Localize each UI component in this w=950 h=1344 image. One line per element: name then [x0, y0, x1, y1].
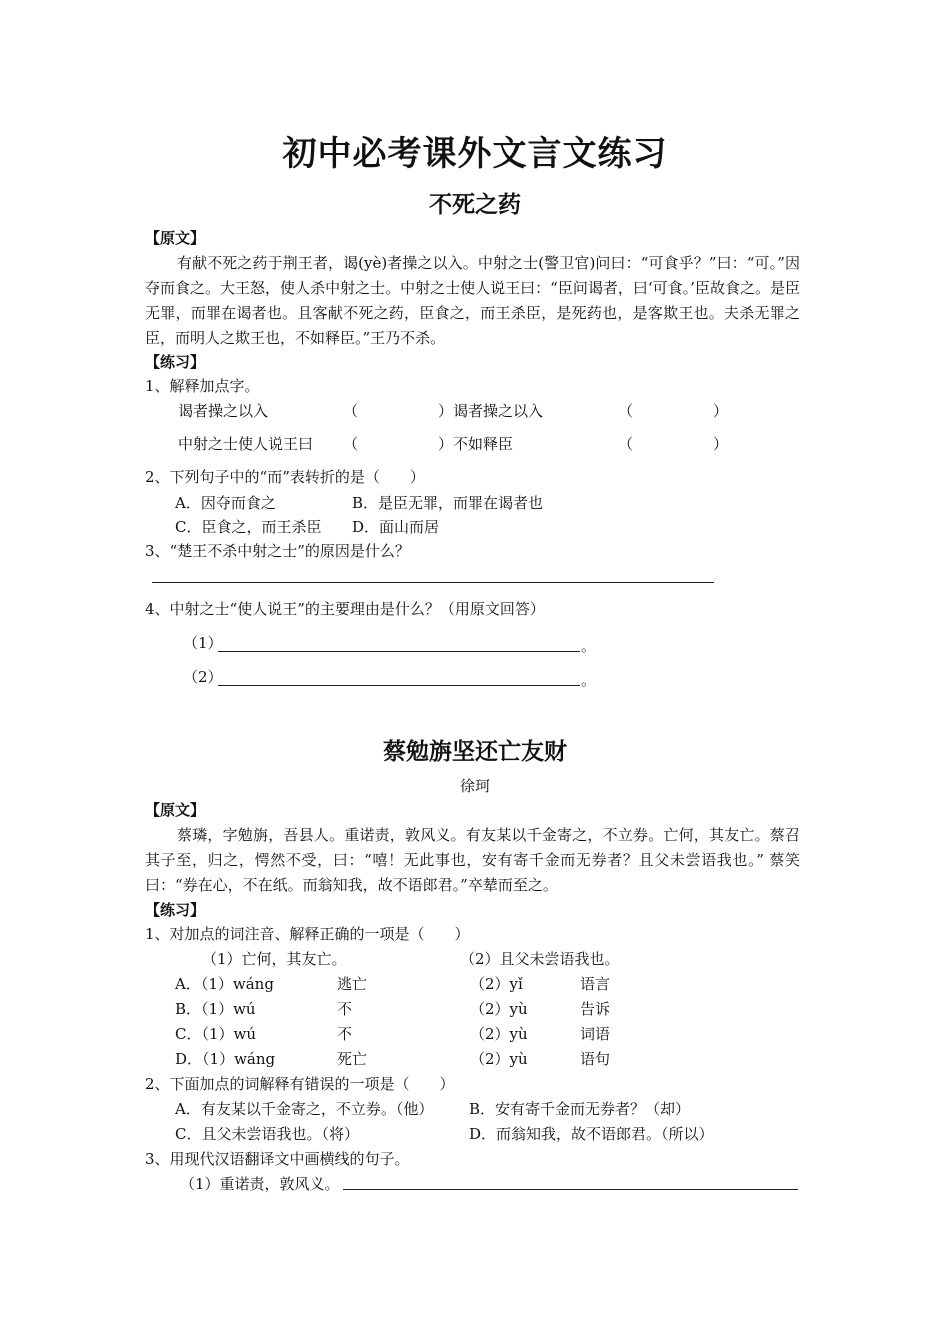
- section2-practice-label: 【练习】: [145, 901, 206, 919]
- s1-q1-paren-open: （: [618, 435, 634, 453]
- section2-original-label: 【原文】: [145, 801, 206, 819]
- section2-author: 徐珂: [459, 777, 490, 795]
- s1-q1-paren-open: （: [343, 402, 359, 420]
- s2-q1-option-a-pinyin1: A．（1）wáng: [175, 975, 274, 993]
- s2-q1-option-c-meaning2: 词语: [580, 1025, 611, 1043]
- s1-q4-line1-label: （1）: [183, 634, 223, 652]
- s1-q4-line2-end: 。: [581, 671, 597, 689]
- s2-q1-option-a-meaning2: 语言: [580, 975, 611, 993]
- s1-q2-option-d: D．面山而居: [352, 518, 440, 536]
- s2-q1-option-a-pinyin2: （2）yǐ: [470, 975, 523, 993]
- s1-q1-paren-close: ）: [713, 435, 729, 453]
- s2-q1-option-c-meaning1: 不: [337, 1025, 353, 1043]
- s2-q3-item-1: （1）重诺责，敦风义。: [180, 1175, 340, 1193]
- s1-q3-answer-line: [152, 582, 714, 583]
- s1-q1-item-a: 谒者操之以入: [178, 402, 269, 420]
- s1-q1-item-d: ）不如释臣: [438, 435, 514, 453]
- s1-q4-line2-label: （2）: [183, 668, 223, 686]
- main-title: 初中必考课外文言文练习: [282, 134, 668, 174]
- s1-q1-paren-open: （: [343, 435, 359, 453]
- s2-q3-answer-line: [343, 1189, 798, 1190]
- s2-q1-option-b-pinyin2: （2）yù: [470, 1000, 528, 1018]
- s2-q1-prompt-1: （1）亡何，其友亡。: [202, 950, 347, 968]
- s1-q4-line1-end: 。: [581, 637, 597, 655]
- s2-q1-option-d-pinyin1: D．（1）wáng: [175, 1050, 276, 1068]
- s1-q1-paren-open: （: [618, 402, 634, 420]
- s2-q2-option-b: B．安有寄千金而无券者？（却）: [469, 1100, 691, 1118]
- s2-q1-option-a-meaning1: 逃亡: [337, 975, 368, 993]
- section2-original-text: 蔡璘，字勉旃，吾县人。重诺责，敦风义。有友某以千金寄之，不立券。亡何，其友亡。蔡召其子至，归之，愕然不受，曰：“嘻！无此事也，安有寄千金而无券者？且父未尝语我也。” 蔡笑曰：“券在心，不在纸。而翁知我，故不语郎君。”卒辇而至之。: [145, 826, 800, 894]
- s1-q4-answer-line-1: [218, 651, 580, 652]
- s1-q2-stem: 2、下列句子中的“而”表转折的是（ ）: [145, 468, 425, 486]
- s1-q2-option-b: B．是臣无罪，而罪在谒者也: [352, 494, 544, 512]
- section1-original-text: 有献不死之药于荆王者，谒(yè)者操之以入。中射之士(警卫官)问曰：“可食乎？”曰：“可。”因夺而食之。大王怒，使人杀中射之士。中射之士使人说王曰：“臣问谒者，曰‘可食。’臣故食之。是臣无罪，而罪在谒者也。且客献不死之药，臣食之，而王杀臣，是死药也，是客欺王也。夫杀无罪之臣，而明人之欺王也，不如释臣。”王乃不杀。: [145, 254, 800, 347]
- s1-q1-item-c: 中射之士使人说王曰: [178, 435, 314, 453]
- s2-q2-option-d: D．而翁知我，故不语郎君。（所以）: [469, 1125, 714, 1143]
- s2-q2-option-a: A．有友某以千金寄之，不立券。（他）: [175, 1100, 434, 1118]
- s2-q1-option-d-pinyin2: （2）yù: [470, 1050, 528, 1068]
- s1-q1-stem: 1、解释加点字。: [145, 377, 260, 395]
- s2-q2-stem: 2、下面加点的词解释有错误的一项是（ ）: [145, 1075, 455, 1093]
- s1-q4-stem: 4、中射之士“使人说王”的主要理由是什么？（用原文回答）: [145, 600, 545, 618]
- s1-q4-answer-line-2: [218, 685, 580, 686]
- s2-q1-option-b-meaning1: 不: [337, 1000, 353, 1018]
- section1-original-label: 【原文】: [145, 229, 206, 247]
- s2-q1-option-d-meaning1: 死亡: [337, 1050, 368, 1068]
- s2-q1-option-c-pinyin1: C．（1）wú: [175, 1025, 257, 1043]
- s2-q1-option-b-pinyin1: B．（1）wú: [175, 1000, 256, 1018]
- s1-q1-item-b: ）谒者操之以入: [438, 402, 544, 420]
- s2-q1-option-b-meaning2: 告诉: [580, 1000, 611, 1018]
- s1-q1-paren-close: ）: [713, 402, 729, 420]
- s2-q1-stem: 1、对加点的词注音、解释正确的一项是（ ）: [145, 925, 470, 943]
- s1-q2-option-a: A．因夺而食之: [175, 494, 276, 512]
- s2-q3-stem: 3、用现代汉语翻译文中画横线的句子。: [145, 1150, 410, 1168]
- s2-q1-option-d-meaning2: 语句: [580, 1050, 611, 1068]
- s2-q1-option-c-pinyin2: （2）yù: [470, 1025, 528, 1043]
- section1-title: 不死之药: [429, 192, 521, 218]
- s2-q2-option-c: C．且父未尝语我也。（将）: [175, 1125, 359, 1143]
- section1-practice-label: 【练习】: [145, 353, 206, 371]
- s1-q2-option-c: C．臣食之，而王杀臣: [175, 518, 322, 536]
- section2-title: 蔡勉旃坚还亡友财: [383, 739, 567, 765]
- s2-q1-prompt-2: （2）且父未尝语我也。: [460, 950, 620, 968]
- s1-q3-stem: 3、“楚王不杀中射之士”的原因是什么？: [145, 542, 410, 560]
